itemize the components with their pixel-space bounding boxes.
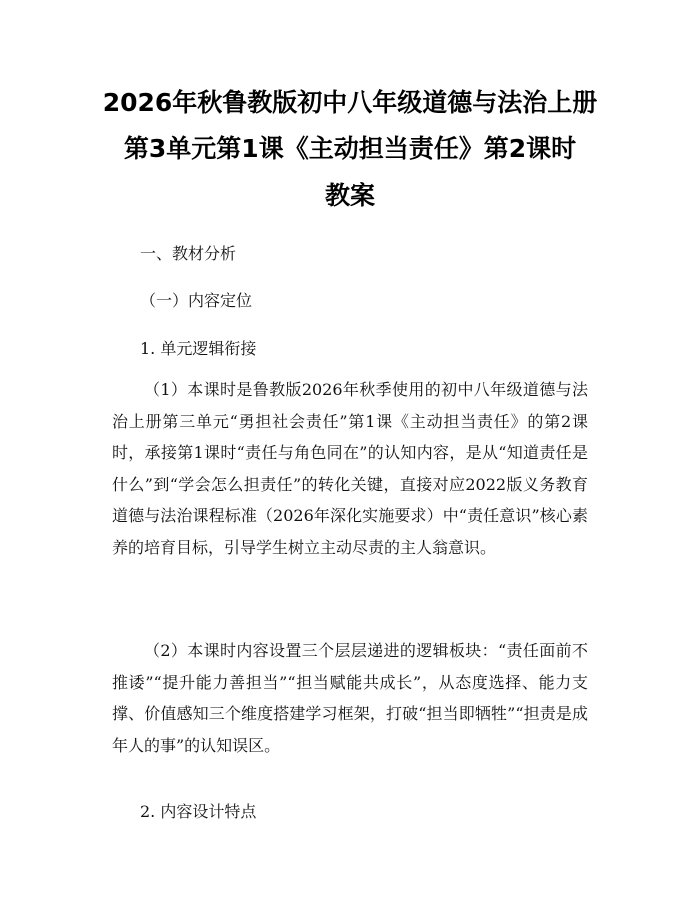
document-title-line-2: 第3单元第1课《主动担当责任》第2课时 bbox=[123, 134, 577, 163]
paragraph-1: （1）本课时是鲁教版2026年秋季使用的初中八年级道德与法治上册第三单元“勇担社会责任”第1课《主动担当责任》的第2课时，承接第1课时“责任与角色同在”的认知内容，是从“知道责任是什么”到“学会怎么担责任”的转化关键，直接对应2022版义务教育道德与法治课程标准（2026年深化实施要求）中“责任意识”核心素养的培育目标，引导学生树立主动尽责的主人翁意识。 bbox=[112, 380, 588, 557]
section-heading-textbook-analysis: 一、教材分析 bbox=[140, 244, 237, 263]
document-title-line-1: 2026年秋鲁教版初中八年级道德与法治上册 bbox=[102, 88, 598, 117]
item-heading-unit-logic: 1. 单元逻辑衔接 bbox=[140, 339, 257, 358]
document-title-line-3: 教案 bbox=[324, 181, 375, 210]
subsection-heading-content-positioning: （一）内容定位 bbox=[140, 291, 253, 310]
paragraph-2: （2）本课时内容设置三个层层递进的逻辑板块：“责任面前不推诿”“提升能力善担当”“担当赋能共成长”，从态度选择、能力支撑、价值感知三个维度搭建学习框架，打破“担当即牺牲”“担责是成年人的事”的认知误区。 bbox=[112, 641, 588, 755]
item-heading-design-features: 2. 内容设计特点 bbox=[140, 802, 257, 821]
